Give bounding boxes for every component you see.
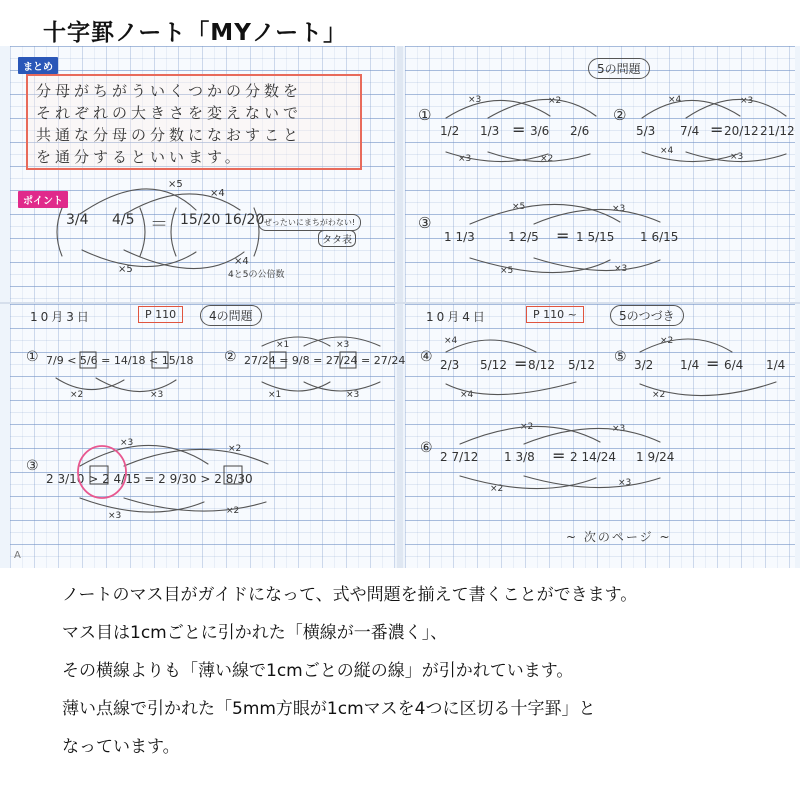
br-p4-mult-2: ×4 xyxy=(460,390,474,400)
bl-p3-mult-1: ×3 xyxy=(120,438,134,448)
br-p4-left-2: 5/12 xyxy=(480,358,507,372)
description-line-5: なっています。 xyxy=(62,737,180,757)
br-p4-right-1: 8/12 xyxy=(528,358,555,372)
point-mult-top-1: ×5 xyxy=(168,179,183,190)
br-page-ref: P 110 ~ xyxy=(526,306,584,323)
point-note-2: タタ表 xyxy=(318,230,356,247)
pink-highlight-circle xyxy=(78,446,126,498)
tr-p3-left-1: 1 1/3 xyxy=(444,230,475,244)
bl-p1-expr: 7/9 < 5/6 = 14/18 < 15/18 xyxy=(46,354,194,367)
point-note-bubble: ぜったいにまちがわない! xyxy=(258,214,361,231)
heading-4-num: 4 xyxy=(209,309,217,323)
br-p6-num: ⑥ xyxy=(420,440,433,456)
br-p6-right-2: 1 9/24 xyxy=(636,450,675,464)
bl-p2-mult-2: ×3 xyxy=(336,340,350,350)
br-p5-left-1: 3/2 xyxy=(634,358,654,372)
br-p6-left-2: 1 3/8 xyxy=(504,450,535,464)
tr-p2-mult-3: ×4 xyxy=(660,146,674,156)
tr-p3-right-1: 1 5/15 xyxy=(576,230,615,244)
bl-p2-mult-3: ×1 xyxy=(268,390,282,400)
tr-p1-equals: = xyxy=(512,120,526,139)
tr-p2-mult-4: ×3 xyxy=(730,152,744,162)
br-p6-mult-2: ×3 xyxy=(612,424,626,434)
br-p5-right-1: 6/4 xyxy=(724,358,744,372)
br-p5-equals: = xyxy=(706,354,720,373)
point-label: ポイント xyxy=(18,191,68,208)
bl-p3-mult-2: ×2 xyxy=(228,444,242,454)
tr-p2-left-2: 7/4 xyxy=(680,124,700,138)
br-p6-right-1: 2 14/24 xyxy=(570,450,617,464)
br-p5-num: ⑤ xyxy=(614,349,627,365)
tr-p2-mult-2: ×3 xyxy=(740,96,754,106)
notebook-photo xyxy=(0,46,800,568)
br-p4-left-1: 2/3 xyxy=(440,358,460,372)
br-p6-left-1: 2 7/12 xyxy=(440,450,479,464)
heading-5c-num: 5 xyxy=(619,309,627,323)
br-p6-mult-4: ×3 xyxy=(618,478,632,488)
tr-p1-left-1: 1/2 xyxy=(440,124,460,138)
tr-p2-right-1: 20/12 xyxy=(724,124,759,138)
point-right-frac-2: 16/20 xyxy=(224,212,265,228)
tr-p1-mult-3: ×3 xyxy=(458,154,472,164)
tr-p2-equals: = xyxy=(710,120,724,139)
tr-p3-mult-4: ×3 xyxy=(614,264,628,274)
tr-p3-mult-2: ×3 xyxy=(612,204,626,214)
br-p6-mult-1: ×2 xyxy=(520,422,534,432)
tr-p1-mult-1: ×3 xyxy=(468,95,482,105)
br-p5-left-2: 1/4 xyxy=(680,358,700,372)
heading-5c-text: のつづき xyxy=(626,309,675,323)
tr-p3-equals: = xyxy=(556,226,570,245)
tr-p1-mult-4: ×2 xyxy=(540,154,554,164)
tr-p3-left-2: 1 2/5 xyxy=(508,230,539,244)
summary-line-2: それぞれの大きさを変えないで xyxy=(36,104,303,122)
bl-p3-mult-3: ×3 xyxy=(108,511,122,521)
tr-p2-right-2: 21/12 xyxy=(760,124,795,138)
bl-page-ref: P 110 xyxy=(138,306,183,323)
description xyxy=(62,576,782,766)
tr-p3-num: ③ xyxy=(418,214,432,232)
br-p5-mult-1: ×2 xyxy=(660,336,674,346)
point-mult-top-2: ×4 xyxy=(210,188,225,199)
description-line-1: ノートのマス目がガイドになって、式や問題を揃えて書くことができます。 xyxy=(62,585,638,605)
tr-p1-mult-2: ×2 xyxy=(548,96,562,106)
bl-p1-mult-1: ×2 xyxy=(70,390,84,400)
br-date: 10月4日 xyxy=(426,310,488,324)
tr-p2-mult-1: ×4 xyxy=(668,95,682,105)
br-p6-mult-3: ×2 xyxy=(490,484,504,494)
description-line-3: その横線よりも「薄い線で1cmごとの縦の線」が引かれています。 xyxy=(62,661,574,681)
tr-p2-left-1: 5/3 xyxy=(636,124,656,138)
br-p4-right-2: 5/12 xyxy=(568,358,595,372)
tr-p1-right-2: 2/6 xyxy=(570,124,590,138)
bl-p2-expr: 27/24 = 9/8 = 27/24 = 27/24 xyxy=(244,354,406,367)
point-equals: ＝ xyxy=(150,214,168,235)
tr-p3-mult-1: ×5 xyxy=(512,202,526,212)
point-right-frac-1: 15/20 xyxy=(180,212,221,228)
point-left-frac-1: 3/4 xyxy=(66,212,89,228)
point-lcm-note: 4と5の公倍数 xyxy=(228,270,285,280)
tr-p3-right-2: 1 6/15 xyxy=(640,230,679,244)
description-line-4: 薄い点線で引かれた「5mm方眼が1cmマスを4つに区切る十字罫」と xyxy=(62,699,596,719)
summary-line-3: 共通な分母の分数になおすこと xyxy=(36,126,303,144)
br-next-page-note: ~ 次のページ ~ xyxy=(566,530,672,544)
heading-4-text: の問題 xyxy=(216,309,253,323)
bl-p2-mult-1: ×1 xyxy=(276,340,290,350)
point-mult-bottom-2: ×4 xyxy=(234,256,249,267)
bl-author-sketch: A xyxy=(14,550,21,561)
bl-date: 10月3日 xyxy=(30,310,92,324)
br-p4-mult-1: ×4 xyxy=(444,336,458,346)
matome-label: まとめ xyxy=(18,57,58,74)
tr-p2-num: ② xyxy=(613,106,627,124)
tr-p3-mult-3: ×5 xyxy=(500,266,514,276)
bl-p1-mult-2: ×3 xyxy=(150,390,164,400)
point-mult-bottom-1: ×5 xyxy=(118,264,133,275)
summary-line-1: 分母がちがういくつかの分数を xyxy=(36,82,303,100)
br-p6-equals: = xyxy=(552,446,566,465)
point-left-frac-2: 4/5 xyxy=(112,212,135,228)
pencil-arrows xyxy=(0,46,800,568)
br-p5-right-2: 1/4 xyxy=(766,358,786,372)
heading-5-num: 5 xyxy=(597,62,605,76)
bl-p3-num: ③ xyxy=(26,458,39,474)
bl-p1-num: ① xyxy=(26,349,39,365)
bl-p3-expr: 2 3/10 > 2 4/15 = 2 9/30 > 2 8/30 xyxy=(46,472,253,486)
tr-p1-left-2: 1/3 xyxy=(480,124,500,138)
tr-p1-right-1: 3/6 xyxy=(530,124,550,138)
heading-5-text: の問題 xyxy=(604,62,641,76)
bl-p2-num: ② xyxy=(224,349,237,365)
summary-line-4: を通分するといいます。 xyxy=(36,148,244,166)
bl-p3-mult-4: ×2 xyxy=(226,506,240,516)
description-line-2: マス目は1cmごとに引かれた「横線が一番濃く」、 xyxy=(62,623,448,643)
page-title: 十字罫ノート「MYノート」 xyxy=(43,20,348,46)
bl-p2-mult-4: ×3 xyxy=(346,390,360,400)
br-p5-mult-2: ×2 xyxy=(652,390,666,400)
br-p4-num: ④ xyxy=(420,349,433,365)
tr-p1-num: ① xyxy=(418,106,432,124)
br-p4-equals: = xyxy=(514,354,528,373)
